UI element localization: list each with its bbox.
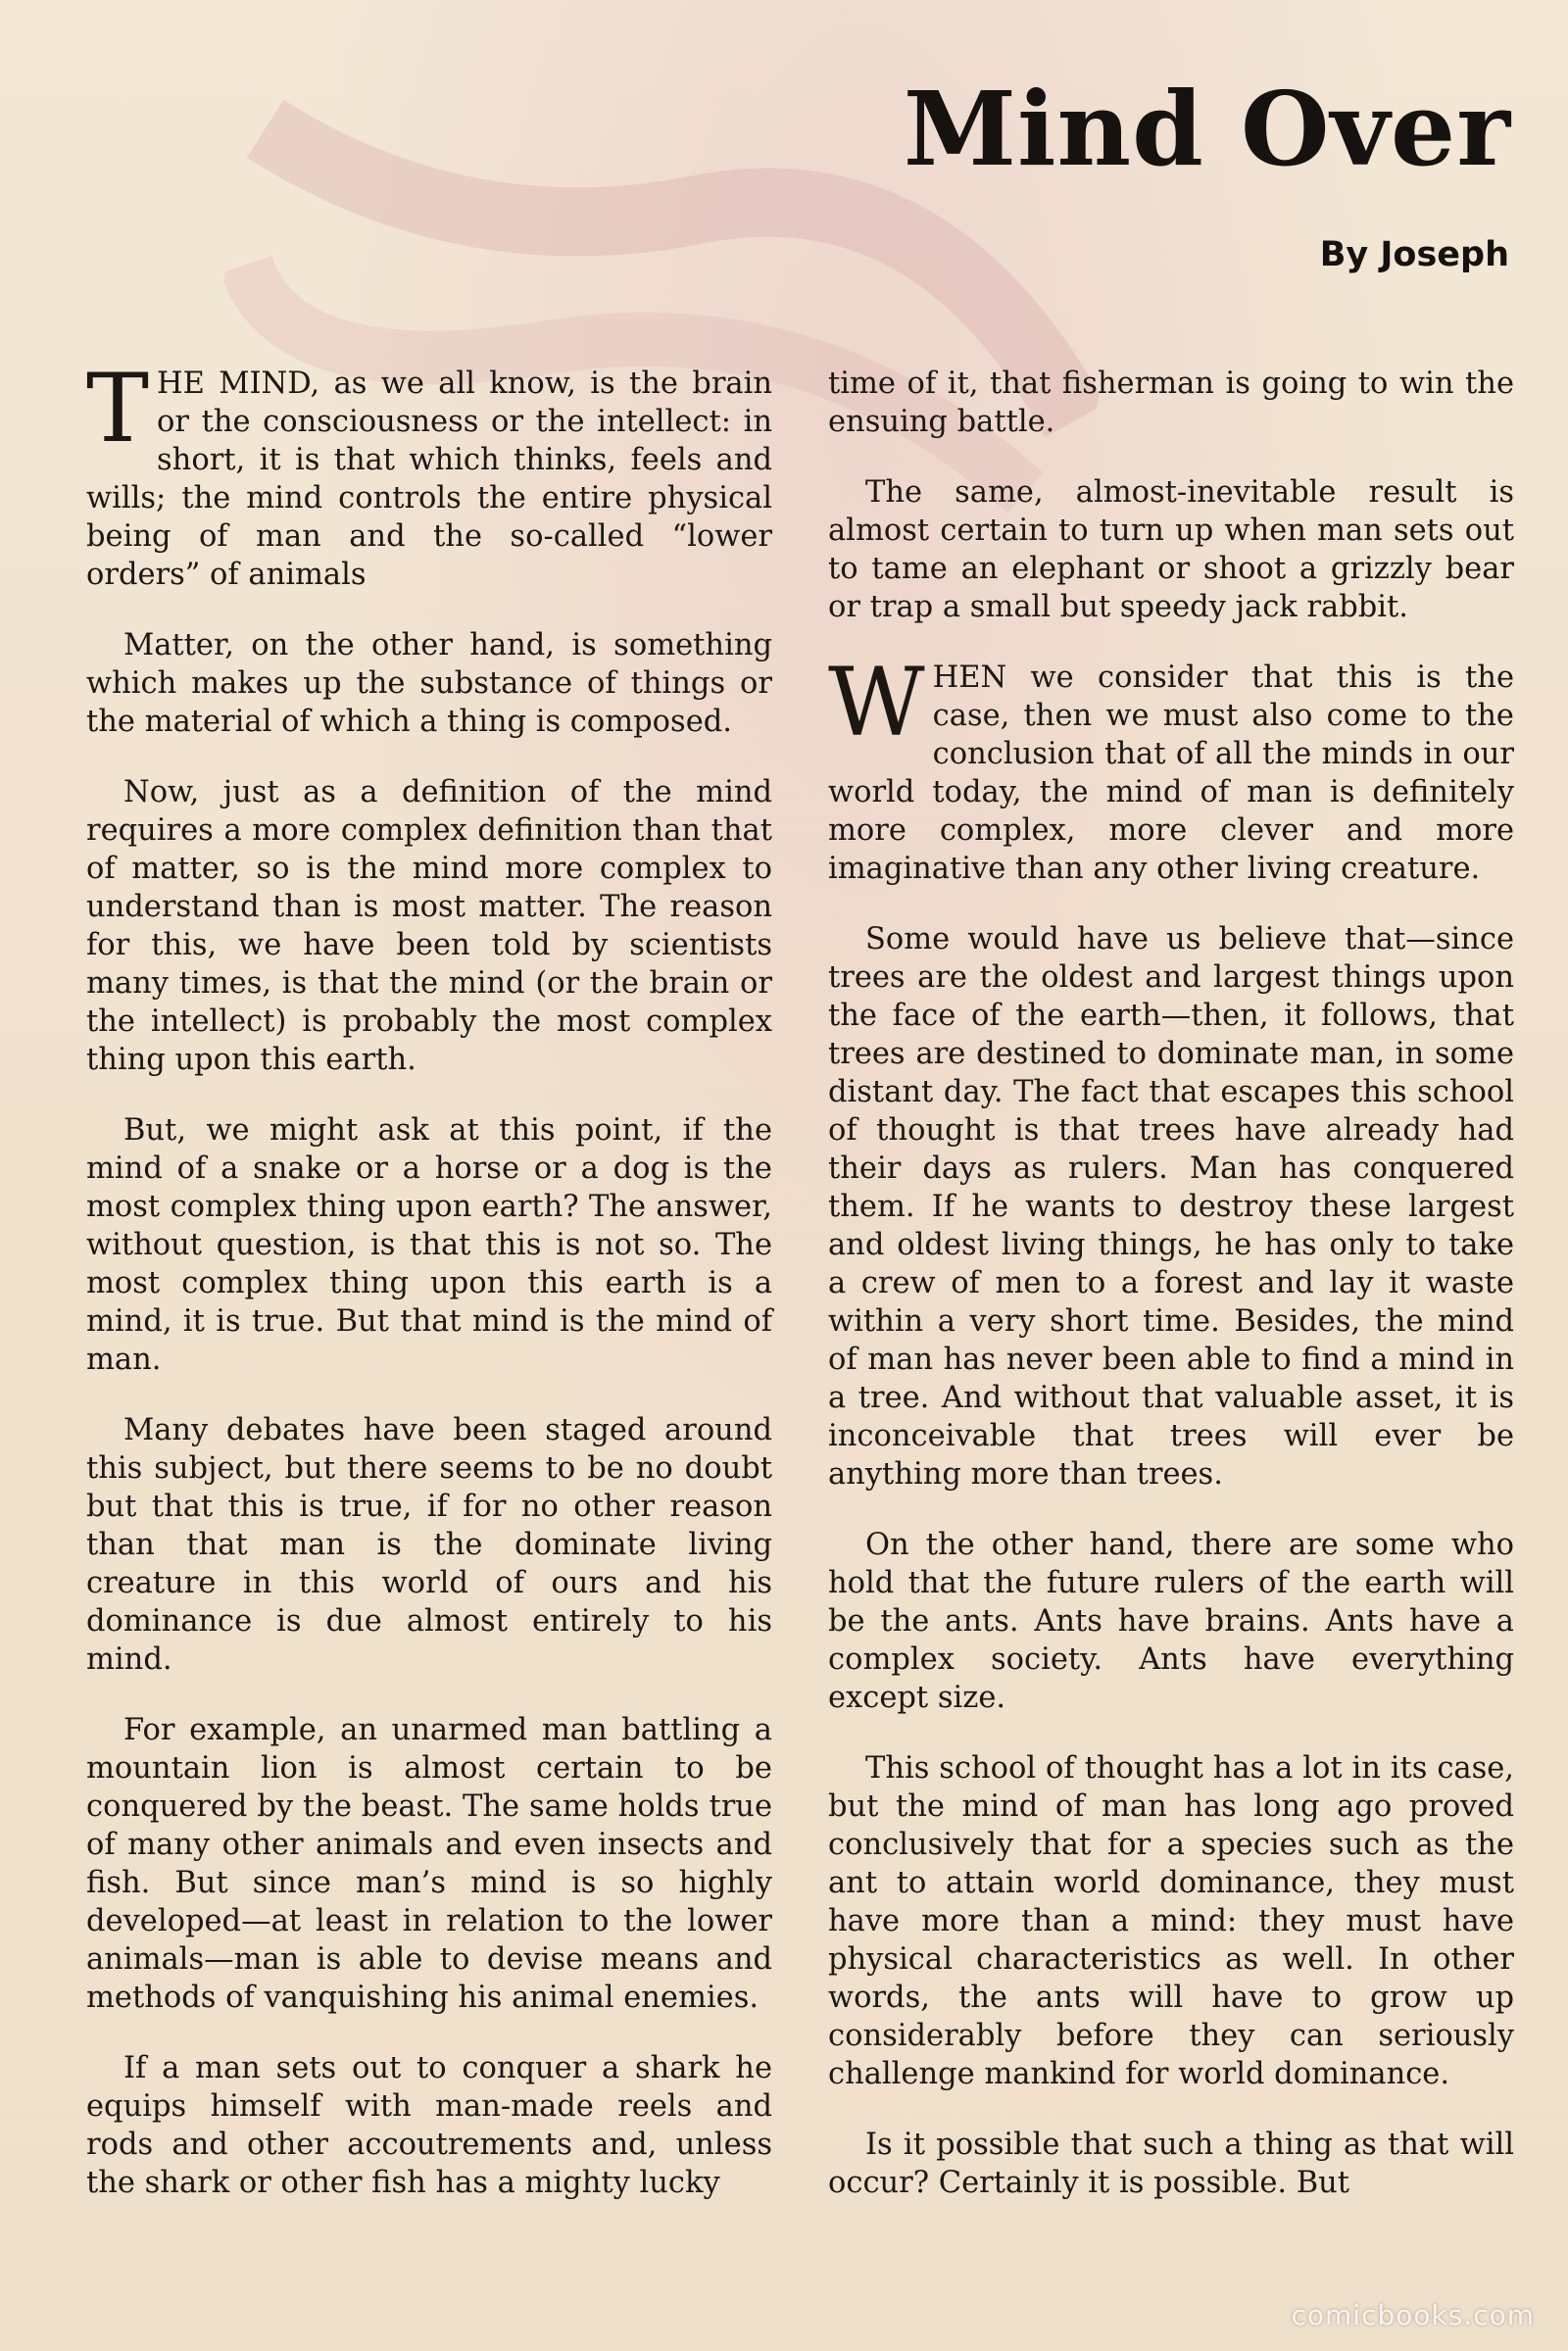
paragraph: WHEN we consider that this is the case, then we must also come to the conclusion that of all the minds in our world today, the mind of man is definitely more complex, more clever and more imaginative than any other living creature. — [828, 648, 1514, 886]
paragraph: Is it possible that such a thing as that will occur? Certainly it is possible. But — [828, 2128, 1514, 2200]
site-watermark: comicbooks.com — [1291, 2299, 1535, 2331]
paragraph: Matter, on the other hand, is something which makes up the substance of things or the material of which a thing is composed. — [86, 628, 772, 739]
paragraph: Many debates have been staged around this subject, but there seems to be no doubt but that this is true, if for no other reason than that man is the dominate living creature in this world of ours and his dominance is due almost entirely to his mind. — [86, 1413, 772, 1677]
paragraph: Some would have us believe that—since trees are the oldest and largest things upon the face of the earth—then, it follows, that trees are destined to dominate man, in some distant day. The fact that escapes this school of thought is that trees have already had their days as rulers. Man has conquered them. If he wants to destroy these largest and oldest living things, he has only to take a crew of men to a forest and lay it waste within a very short time. Besides, the mind of man has never been able to find a mind in a tree. And without that valuable asset, it is inconceivable that trees will ever be anything more than trees. — [828, 922, 1514, 1492]
left-column — [86, 354, 772, 2234]
paragraph: This school of thought has a lot in its case, but the mind of man has long ago proved conclusively that for a species such as the ant to attain world dominance, they must have more than a mind: they must have physical characteristics as well. In other words, the ants will have to grow up considerably before they can seriously challenge mankind for world dominance. — [828, 1751, 1514, 2091]
paragraph: For example, an unarmed man battling a mountain lion is almost certain to be conquered by the beast. The same holds true of many other animals and even insects and fish. But since man’s mind is so highly developed—at least in relation to the lower animals—man is able to devise means and methods of vanquishing his animal enemies. — [86, 1713, 772, 2015]
paragraph: But, we might ask at this point, if the mind of a snake or a horse or a dog is the most complex thing upon earth? The answer, without question, is that this is not so. The most complex thing upon this earth is a mind, it is true. But that mind is the mind of man. — [86, 1113, 772, 1377]
right-column — [828, 365, 1514, 2234]
paragraph: If a man sets out to conquer a shark he equips himself with man-made reels and rods and other accoutrements and, unless the shark or other fish has a mighty lucky — [86, 2051, 772, 2200]
paragraph: On the other hand, there are some who hold that the future rulers of the earth will be the ants. Ants have brains. Ants have a complex society. Ants have everything except size. — [828, 1528, 1514, 1715]
paragraph: The same, almost-inevitable result is almost certain to turn up when man sets out to tame an elephant or shoot a grizzly bear or trap a small but speedy jack rabbit. — [828, 475, 1514, 624]
article-title: Mind Over — [903, 69, 1511, 189]
paragraph: Now, just as a definition of the mind requires a more complex definition than that of matter, so is the mind more complex to understand than is most matter. The reason for this, we have been told by scientists many times, is that the mind (or the brain or the intellect) is probably the most complex thing upon this earth. — [86, 775, 772, 1077]
paragraph: THE MIND, as we all know, is the brain or the consciousness or the intellect: in short, it is that which thinks, feels and wills; the mind controls the entire physical being of man and the so-called “lower orders” of animals — [86, 354, 772, 592]
article-byline: By Joseph — [1319, 235, 1509, 274]
paragraph-continuation: time of it, that fisherman is going to win the ensuing battle. — [828, 367, 1514, 439]
